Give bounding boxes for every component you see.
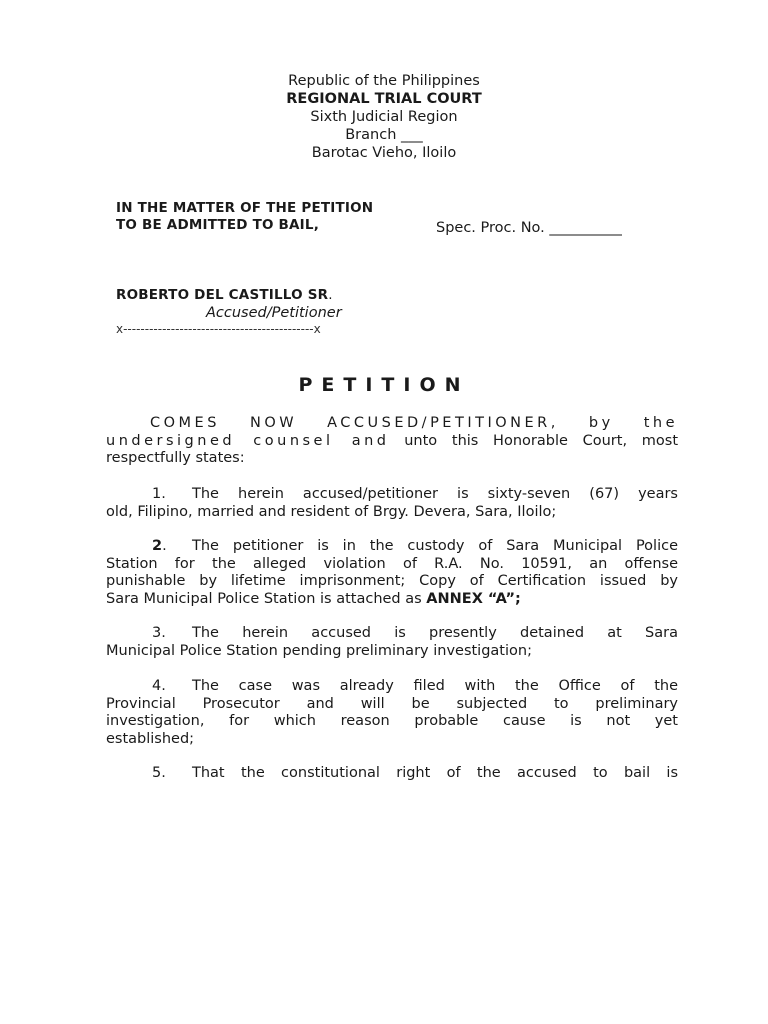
paragraph-4 bbox=[106, 678, 678, 748]
intro-line-3: respectfully states: bbox=[106, 450, 245, 466]
paragraph-1-line-2: old, Filipino, married and resident of Brgy. Devera, Sara, Iloilo; bbox=[106, 503, 557, 520]
header-region: Sixth Judicial Region bbox=[310, 109, 458, 125]
header-branch bbox=[0, 126, 768, 144]
paragraph-5 bbox=[106, 765, 678, 783]
branch-label: Branch bbox=[345, 127, 397, 143]
party-name-text: ROBERTO DEL CASTILLO SR bbox=[116, 287, 329, 303]
document-title: PETITION bbox=[298, 374, 470, 396]
paragraph-3 bbox=[106, 625, 678, 660]
paragraph-5-line-1: 5. That the constitutional right of the accused to bail is bbox=[106, 765, 678, 783]
header-republic: Republic of the Philippines bbox=[288, 73, 480, 89]
paragraph-2-line-4: Sara Municipal Police Station is attached as ANNEX “A”; bbox=[106, 590, 521, 607]
party-name-period: . bbox=[328, 287, 333, 303]
paragraph-4-line-3: investigation, for which reason probable cause is not yet bbox=[106, 713, 678, 729]
intro-paragraph bbox=[106, 415, 678, 468]
spec-proc-label: Spec. Proc. No. bbox=[436, 220, 545, 236]
paragraph-1-line-1: 1. The herein accused/petitioner is sixty-seven (67) years bbox=[106, 486, 678, 504]
caption-separator: x--------------------------------------------x bbox=[116, 322, 321, 336]
paragraph-1 bbox=[106, 486, 678, 521]
paragraph-4-line-4: established; bbox=[106, 730, 195, 747]
paragraph-number: 3. bbox=[152, 625, 166, 641]
party-role: Accused/Petitioner bbox=[206, 305, 342, 321]
spec-proc-no bbox=[436, 219, 622, 237]
paragraph-2-line-3: punishable by lifetime imprisonment; Copy of Certification issued by bbox=[106, 573, 678, 589]
header-location: Barotac Vieho, Iloilo bbox=[311, 145, 457, 161]
paragraph-number: 2. bbox=[152, 538, 167, 554]
matter-line-1: IN THE MATTER OF THE PETITION bbox=[116, 200, 374, 216]
paragraph-4-line-1: 4. The case was already filed with the Office of the bbox=[106, 678, 678, 696]
spec-proc-blank: __________ bbox=[549, 220, 622, 236]
paragraph-2-line-2: Station for the alleged violation of R.A. No. 10591, an offense bbox=[106, 555, 678, 572]
matter-line-2: TO BE ADMITTED TO BAIL, bbox=[116, 217, 320, 233]
intro-line-1: COMES NOW ACCUSED/PETITIONER, by the bbox=[150, 415, 679, 431]
branch-blank: ___ bbox=[401, 127, 423, 143]
paragraph-number: 5. bbox=[152, 765, 166, 781]
paragraph-2 bbox=[106, 538, 678, 608]
annex-reference: ANNEX “A”; bbox=[426, 590, 521, 607]
paragraph-4-line-2: Provincial Prosecutor and will be subjected to preliminary bbox=[106, 695, 678, 712]
paragraph-number: 1. bbox=[152, 486, 166, 502]
header-court: REGIONAL TRIAL COURT bbox=[286, 91, 482, 107]
party-name bbox=[116, 287, 333, 303]
paragraph-number: 4. bbox=[152, 678, 166, 694]
paragraph-3-line-1: 3. The herein accused is presently detained at Sara bbox=[106, 625, 678, 643]
paragraph-2-line-1: 2. The petitioner is in the custody of Sara Municipal Police bbox=[106, 538, 678, 556]
paragraph-3-line-2: Municipal Police Station pending preliminary investigation; bbox=[106, 642, 532, 659]
intro-line-2: undersigned counsel and unto this Honorable Court, most bbox=[106, 432, 678, 449]
